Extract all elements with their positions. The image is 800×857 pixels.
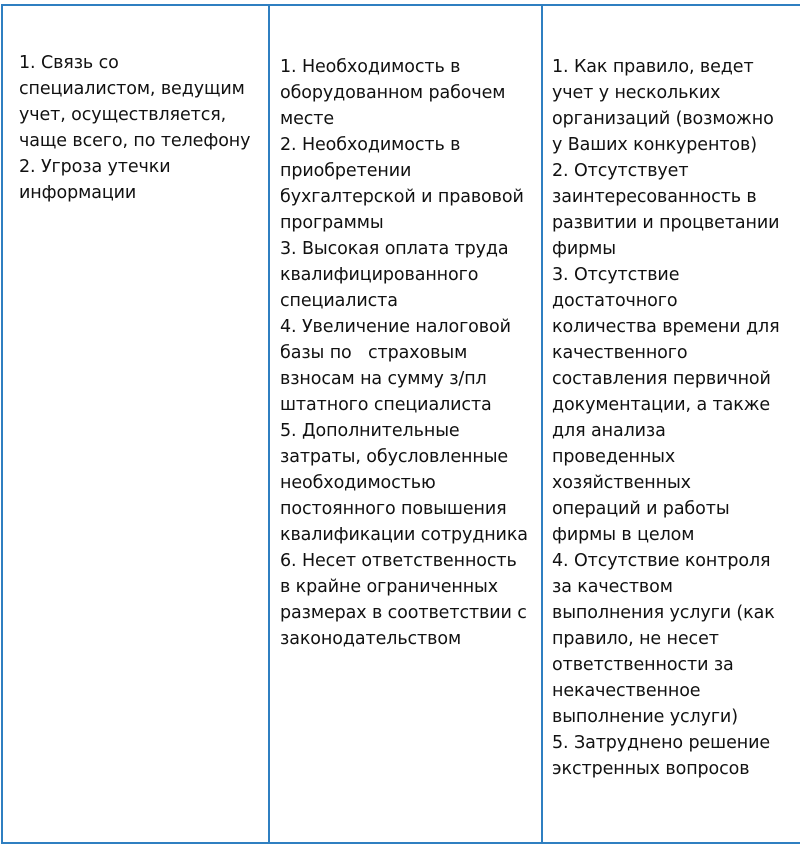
text-line: чаще всего, по телефону [19,131,251,151]
text-line: 2. Отсутствует [552,161,689,181]
comparison-table [1,4,800,844]
text-line: программы [280,213,384,233]
text-line: 6. Несет ответственность [280,551,517,571]
table-cell-column-3 [542,5,800,843]
text-line: бухгалтерской и правовой [280,187,524,207]
text-line: организаций (возможно [552,109,774,129]
text-line: для анализа [552,421,666,441]
text-line: информации [19,183,137,203]
text-line: правило, не несет [552,629,719,649]
text-line: 3. Отсутствие [552,265,680,285]
text-line: 5. Дополнительные [280,421,460,441]
text-line: выполнение услуги) [552,707,738,727]
text-line: 5. Затруднено решение [552,733,771,753]
text-line: качественного [552,343,688,363]
cell-text-column-1 [3,6,268,206]
table-cell-column-1 [2,5,269,843]
text-line: 1. Как правило, ведет [552,57,754,77]
text-line: ответственности за [552,655,734,675]
text-line: 2. Угроза утечки [19,157,171,177]
text-line: экстренных вопросов [552,759,750,779]
text-line: фирмы [552,239,616,259]
text-line: развитии и процветании [552,213,780,233]
text-line: затраты, обусловленные [280,447,509,467]
text-line: 3. Высокая оплата труда [280,239,509,259]
text-line: месте [280,109,335,129]
cell-text-column-3 [543,6,800,782]
text-line: 1. Необходимость в [280,57,461,77]
text-line: количества времени для [552,317,780,337]
text-line: приобретении [280,161,412,181]
text-line: размерах в соответствии с [280,603,527,623]
text-line: постоянного повышения [280,499,507,519]
text-line: необходимостью [280,473,436,493]
text-line: заинтересованность в [552,187,757,207]
text-line: специалистом, ведущим [19,79,245,99]
text-line: составления первичной [552,369,771,389]
text-line: выполнения услуги (как [552,603,775,623]
text-line: квалификации сотрудника [280,525,528,545]
text-line: учет, осуществляется, [19,105,227,125]
text-line: за качеством [552,577,673,597]
text-line: хозяйственных [552,473,691,493]
text-line: базы по страховым [280,343,468,363]
text-line: 2. Необходимость в [280,135,461,155]
text-line: 4. Отсутствие контроля [552,551,771,571]
text-line: операций и работы [552,499,730,519]
text-line: в крайне ограниченных [280,577,499,597]
text-line: квалифицированного [280,265,479,285]
text-line: законодательством [280,629,462,649]
table-cell-column-2 [269,5,542,843]
cell-text-column-2 [270,6,541,652]
text-line: у Ваших конкурентов) [552,135,757,155]
text-line: некачественное [552,681,701,701]
text-line: документации, а также [552,395,771,415]
text-line: штатного специалиста [280,395,492,415]
text-line: взносам на сумму з/пл [280,369,487,389]
text-line: оборудованном рабочем [280,83,506,103]
text-line: проведенных [552,447,676,467]
text-line: 1. Связь со [19,53,119,73]
text-line: фирмы в целом [552,525,695,545]
text-line: специалиста [280,291,398,311]
text-line: достаточного [552,291,678,311]
text-line: учет у нескольких [552,83,721,103]
text-line: 4. Увеличение налоговой [280,317,511,337]
table-row [2,5,800,843]
